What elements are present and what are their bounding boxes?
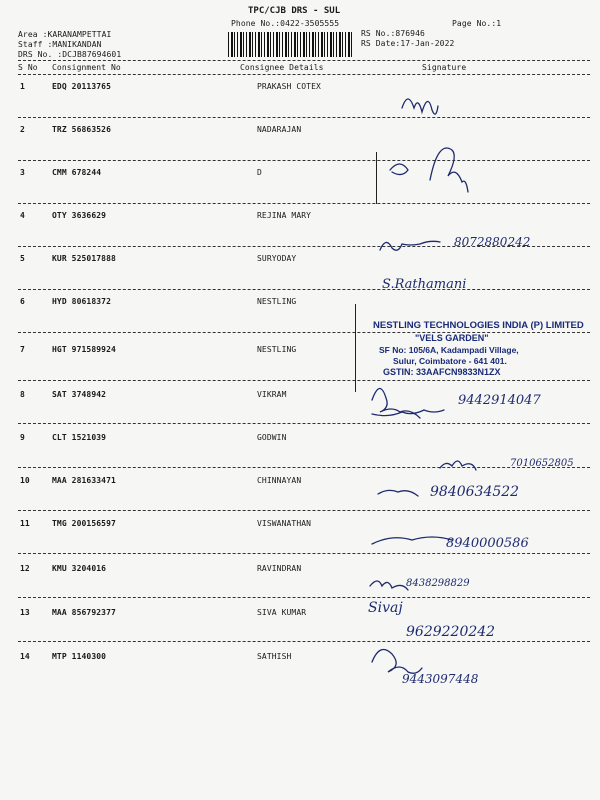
row-sno: 11 xyxy=(20,519,30,528)
row-consignee: REJINA MARY xyxy=(257,211,312,220)
row-consignment: KUR 525017888 xyxy=(52,254,116,263)
row-consignment: HYD 80618372 xyxy=(52,297,111,306)
row-consignee: PRAKASH COTEX xyxy=(257,82,321,91)
row-consignment: OTY 3636629 xyxy=(52,211,107,220)
row-consignment: SAT 3748942 xyxy=(52,390,107,399)
row-consignee: GODWIN xyxy=(257,433,287,442)
row-consignee: SIVA KUMAR xyxy=(257,608,307,617)
row-consignee: D xyxy=(257,168,262,177)
row-consignee: RAVINDRAN xyxy=(257,564,302,573)
row-sno: 1 xyxy=(20,82,25,91)
page-number: Page No.:1 xyxy=(452,19,502,28)
row-sno: 8 xyxy=(20,390,25,399)
row-sno: 5 xyxy=(20,254,25,263)
row-consignee: VISWANATHAN xyxy=(257,519,312,528)
row-sno: 13 xyxy=(20,608,30,617)
row-sno: 14 xyxy=(20,652,30,661)
sheet-title: TPC/CJB DRS - SUL xyxy=(248,6,341,16)
row-consignee: NESTLING xyxy=(257,297,297,306)
row-consignment: TMG 200156597 xyxy=(52,519,116,528)
area-field: Area :KARANAMPETTAI xyxy=(18,30,112,39)
row-consignment: MAA 856792377 xyxy=(52,608,116,617)
col-signature-header: Signature xyxy=(422,63,467,72)
row-consignment: MTP 1140300 xyxy=(52,652,107,661)
rs-date: RS Date:17-Jan-2022 xyxy=(361,39,455,48)
row-consignment: MAA 281633471 xyxy=(52,476,116,485)
handwritten-phone: 8072880242 xyxy=(454,235,531,249)
stamp-gstin: GSTIN: 33AAFCN9833N1ZX xyxy=(383,367,501,377)
row-consignment: CLT 1521039 xyxy=(52,433,107,442)
row-consignment: TRZ 56863526 xyxy=(52,125,111,134)
row-sno: 2 xyxy=(20,125,25,134)
row-consignee: SATHISH xyxy=(257,652,292,661)
staff-field: Staff :MANIKANDAN xyxy=(18,40,102,49)
row-sno: 9 xyxy=(20,433,25,442)
col-consignment-header: Consignment No xyxy=(52,63,121,72)
handwritten-phone: 9840634522 xyxy=(430,484,520,500)
row-consignment: KMU 3204016 xyxy=(52,564,107,573)
rs-number: RS No.:876946 xyxy=(361,29,425,38)
row-consignee: VIKRAM xyxy=(257,390,287,399)
handwritten-name: S.Rathamani xyxy=(382,277,467,292)
company-stamp xyxy=(373,320,584,377)
handwritten-name: Sivaj xyxy=(368,600,403,616)
row-consignee: CHINNAYAN xyxy=(257,476,302,485)
stamp-company-name: NESTLING TECHNOLOGIES INDIA (P) LIMITED xyxy=(373,320,584,331)
row-sno: 12 xyxy=(20,564,30,573)
row-sno: 6 xyxy=(20,297,25,306)
drs-number: DRS No. :DCJB87694601 xyxy=(18,50,122,59)
col-consignee-header: Consignee Details xyxy=(240,63,324,72)
row-consignment: HGT 971589924 xyxy=(52,345,116,354)
col-sno-header: S No xyxy=(18,63,38,72)
handwritten-phone: 8940000586 xyxy=(446,536,529,551)
row-consignment: EDQ 20113765 xyxy=(52,82,111,91)
handwritten-phone: 9442914047 xyxy=(458,393,541,408)
handwritten-note: 7010652805 xyxy=(510,458,574,469)
row-consignment: CMM 678244 xyxy=(52,168,102,177)
row-sno: 10 xyxy=(20,476,30,485)
handwritten-phone: 9443097448 xyxy=(402,672,479,686)
phone-number: Phone No.:0422-3505555 xyxy=(231,19,340,28)
stamp-address-2: Sulur, Coimbatore - 641 401. xyxy=(393,356,507,366)
row-sno: 3 xyxy=(20,168,25,177)
handwritten-phone: 8438298829 xyxy=(406,578,470,589)
row-sno: 7 xyxy=(20,345,25,354)
stamp-building: "VELS GARDEN" xyxy=(415,333,489,343)
row-consignee: NADARAJAN xyxy=(257,125,302,134)
row-consignee: NESTLING xyxy=(257,345,297,354)
row-sno: 4 xyxy=(20,211,25,220)
handwritten-phone: 9629220242 xyxy=(406,624,496,640)
row-consignee: SURYODAY xyxy=(257,254,297,263)
stamp-address-1: SF No: 105/6A, Kadampadi Village, xyxy=(379,345,519,355)
